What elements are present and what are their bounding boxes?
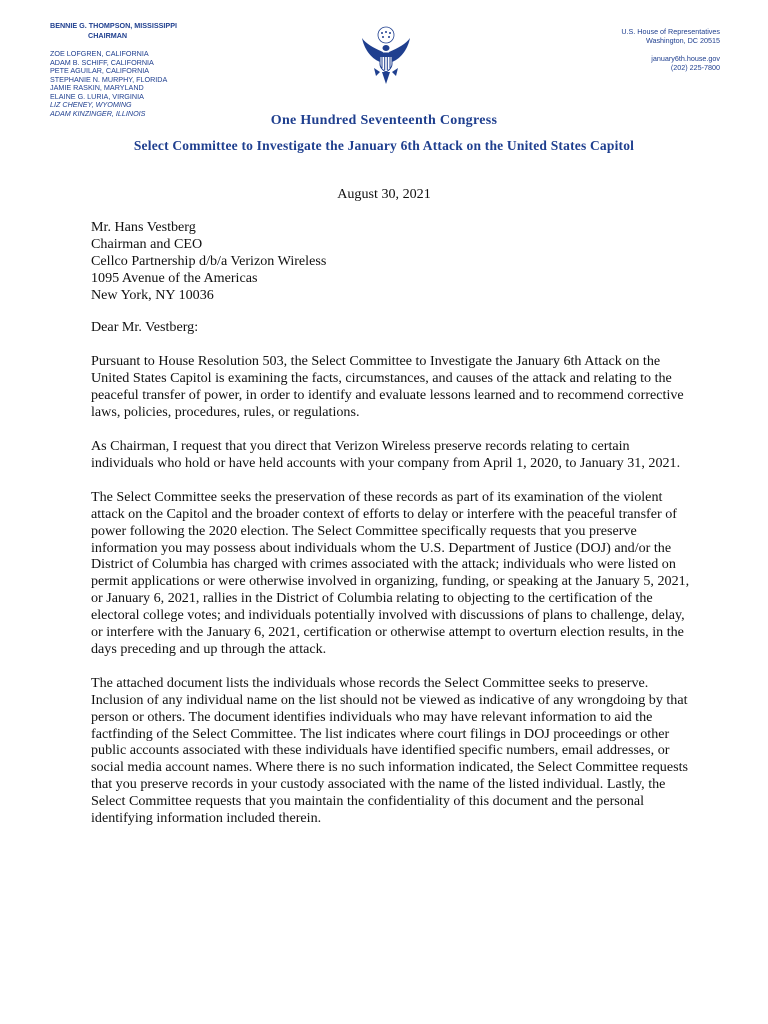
paragraph: The attached document lists the individuals whose records the Select Committee seeks to preserve. Inclusion of any individual name on the list should not be viewed as indicative of any wrongdoing by that person or others. The document identifies individuals who may have relevant information to aid the factfinding of the Select Committee. The list indicates where court filings in DOJ proceedings or other public accounts associated with these individuals have identified specific numbers, email addresses, or social media account names. Where there is no such information indicated, the Select Committee requests that you preserve records in your custody associated with the name of the listed individual. Lastly, the Select Committee requests that you maintain the confidentiality of this document and the personal identifying information included therein. <box>91 674 688 827</box>
congress-title: One Hundred Seventeenth Congress <box>270 113 498 128</box>
letterhead-contact-block <box>520 27 720 72</box>
address-line: New York, NY 10036 <box>91 286 214 303</box>
address-line: Cellco Partnership d/b/a Verizon Wireless <box>91 252 327 269</box>
member-name: ELAINE G. LURIA, VIRGINIA <box>50 91 144 101</box>
member-name: ADAM KINZINGER, ILLINOIS <box>50 108 146 118</box>
address-line: Chairman and CEO <box>91 235 203 252</box>
chairman-name: BENNIE G. THOMPSON, MISSISSIPPI <box>50 21 177 30</box>
paragraph: The Select Committee seeks the preservation of these records as part of its examination of the violent attack on the Capitol and the broader context of efforts to delay or interfere with the peaceful transfer of power following the 2020 election. The Select Committee specifically requests that you preserve information you may possess about individuals whom the U.S. Department of Justice (DOJ) and/or the District of Columbia has charged with crimes associated with the attack; individuals who were listed on permit applications or were otherwise involved in organizing, funding, or speaking at the January 5, 2021, or January 6, 2021, rallies in the District of Columbia relating to objecting to the certification of the electoral college votes; and individuals potentially involved with discussions of plans to challenge, delay, or interfere with the January 6, 2021, certification or otherwise attempt to overturn election results, in the days preceding and up through the attack. <box>91 488 690 657</box>
house-city: Washington, DC 20515 <box>645 36 720 45</box>
member-name: JAMIE RASKIN, MARYLAND <box>50 83 144 92</box>
committee-title: Select Committee to Investigate the January 6th Attack on the United States Capitol <box>133 138 635 153</box>
recipient-address <box>91 219 691 304</box>
member-name: STEPHANIE N. MURPHY, FLORIDA <box>50 74 168 84</box>
letter-body <box>91 186 691 827</box>
member-name: PETE AGUILAR, CALIFORNIA <box>50 66 150 75</box>
phone-number: (202) 225-7800 <box>670 63 720 72</box>
paragraph: Pursuant to House Resolution 503, the Select Committee to Investigate the January 6th Attack on the United States Capitol is examining the facts, circumstances, and causes of the attack and relating to the peaceful transfer of power, in order to identify and evaluate lessons learned and to recommend corrective laws, policies, procedures, rules, or regulations. <box>91 353 684 421</box>
salutation: Dear Mr. Vestberg: <box>91 319 199 336</box>
address-line: 1095 Avenue of the Americas <box>91 269 258 286</box>
member-list <box>50 50 250 118</box>
paragraph: As Chairman, I request that you direct that Verizon Wireless preserve records relating to certain individuals who hold or have held accounts with your company from April 1, 2020, to January 31, 2021. <box>91 437 681 471</box>
website-link[interactable]: january6th.house.gov <box>651 54 720 63</box>
address-line: Mr. Hans Vestberg <box>91 218 196 235</box>
house-name: U.S. House of Representatives <box>621 27 720 36</box>
member-name: LIZ CHENEY, WYOMING <box>50 100 132 109</box>
member-name: ZOE LOFGREN, CALIFORNIA <box>50 49 149 58</box>
member-name: ADAM B. SCHIFF, CALIFORNIA <box>50 57 154 67</box>
chairman-title: CHAIRMAN <box>88 31 128 40</box>
letter-date: August 30, 2021 <box>337 186 431 202</box>
house-seal-icon <box>360 26 412 88</box>
